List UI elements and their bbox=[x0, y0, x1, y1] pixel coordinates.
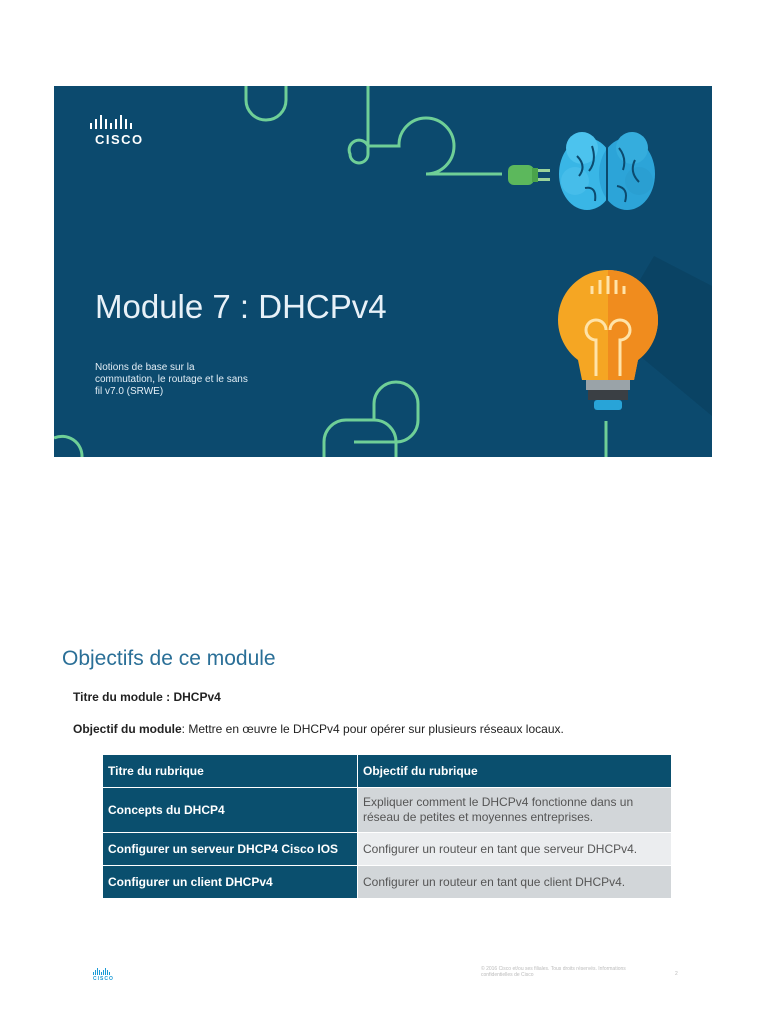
table-row bbox=[103, 866, 672, 899]
page-number: 2 bbox=[675, 971, 678, 977]
slide-title: Module 7 : DHCPv4 bbox=[95, 288, 387, 325]
footer-cisco-logo bbox=[93, 968, 114, 982]
table-cell-topic: Configurer un client DHCPv4 bbox=[103, 866, 358, 899]
module-title-line bbox=[73, 690, 221, 704]
slide-subtitle: Notions de base sur la commutation, le routage et le sans fil v7.0 (SRWE) bbox=[95, 362, 248, 397]
table-row bbox=[103, 788, 672, 833]
copyright-text: © 2016 Cisco et/ou ses filiales. Tous droits réservés. Informations confidentielles de Cisco bbox=[481, 966, 626, 978]
footer-logo-bars bbox=[93, 968, 114, 975]
module-title-label: Titre du module : DHCPv4 bbox=[73, 690, 221, 704]
lightbulb-icon bbox=[556, 268, 660, 423]
topics-table bbox=[102, 754, 672, 899]
cisco-logo-bars bbox=[90, 115, 132, 129]
table-header-cell: Titre du rubrique bbox=[103, 755, 358, 788]
module-objective-line bbox=[73, 722, 564, 736]
objectives-heading: Objectifs de ce module bbox=[62, 647, 276, 670]
table-cell-topic: Concepts du DHCP4 bbox=[103, 788, 358, 833]
table-cell-topic: Configurer un serveur DHCP4 Cisco IOS bbox=[103, 833, 358, 866]
table-cell-objective: Configurer un routeur en tant que client DHCPv4. bbox=[358, 866, 672, 899]
title-slide bbox=[54, 86, 712, 457]
module-objective-text: : Mettre en œuvre le DHCPv4 pour opérer sur plusieurs réseaux locaux. bbox=[181, 722, 564, 736]
footer-logo-text: CISCO bbox=[93, 976, 114, 982]
table-cell-objective: Configurer un routeur en tant que serveur DHCPv4. bbox=[358, 833, 672, 866]
brain-icon bbox=[557, 126, 657, 221]
plug-icon bbox=[506, 161, 554, 189]
module-objective-label: Objectif du module bbox=[73, 722, 182, 736]
table-header-cell: Objectif du rubrique bbox=[358, 755, 672, 788]
table-header-row bbox=[103, 755, 672, 788]
table-row bbox=[103, 833, 672, 866]
table-cell-objective: Expliquer comment le DHCPv4 fonctionne dans un réseau de petites et moyennes entreprises. bbox=[358, 788, 672, 833]
cisco-logo-text: CISCO bbox=[95, 132, 144, 147]
